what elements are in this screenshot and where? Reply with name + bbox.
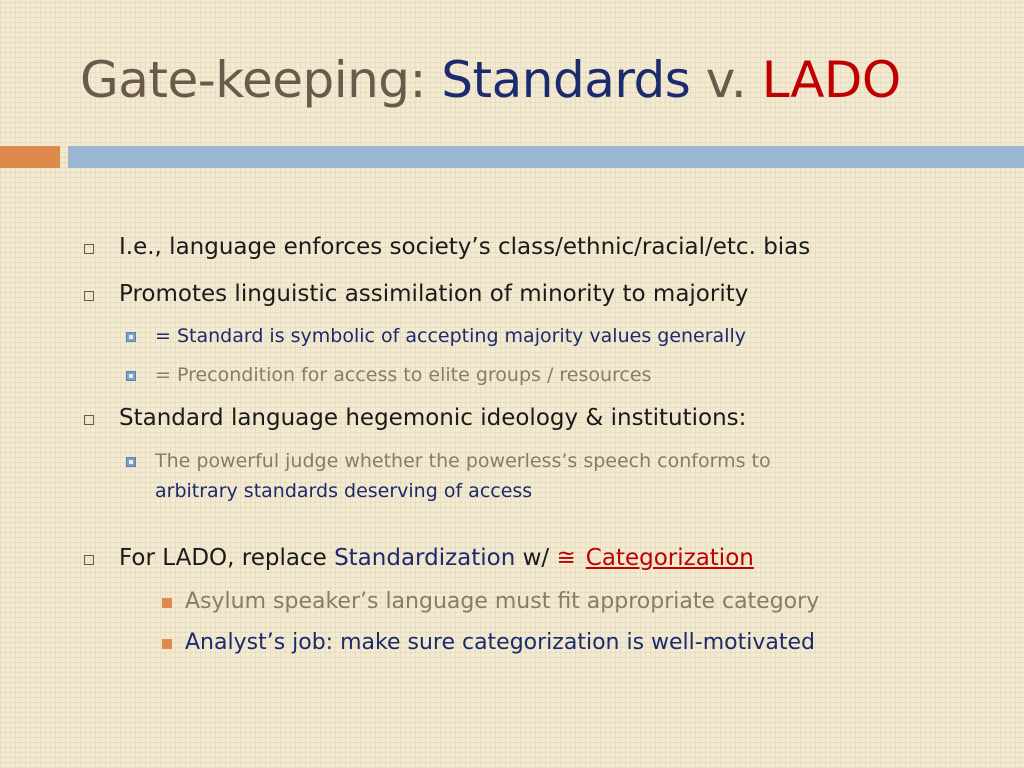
bullet-4-categorization: Categorization bbox=[585, 545, 754, 571]
title-part-standards: Standards bbox=[441, 51, 691, 109]
title-part-versus: v. bbox=[690, 51, 762, 109]
hollow-square-bullet-icon bbox=[84, 244, 94, 254]
bullet-3: Standard language hegemonic ideology & institutions: bbox=[119, 405, 747, 431]
hollow-square-bullet-icon bbox=[84, 291, 94, 301]
sub-bullet-3a-line2: arbitrary standards deserving of access bbox=[155, 480, 533, 502]
blue-square-bullet-icon bbox=[126, 371, 136, 381]
sub-bullet-2a: = Standard is symbolic of accepting majority values generally bbox=[155, 325, 746, 347]
bullet-1: I.e., language enforces society’s class/ethnic/racial/etc. bias bbox=[119, 234, 811, 260]
slide-title bbox=[80, 50, 1010, 110]
blue-square-bullet-icon bbox=[126, 332, 136, 342]
accent-bar-blue bbox=[68, 146, 1024, 168]
hollow-square-bullet-icon bbox=[84, 415, 94, 425]
bullet-2: Promotes linguistic assimilation of minority to majority bbox=[119, 281, 749, 307]
approx-equal-symbol: ≅ bbox=[556, 545, 576, 571]
bullet-4-part3: w/ bbox=[515, 545, 557, 571]
hollow-square-bullet-icon bbox=[84, 555, 94, 565]
sub-bullet-4a: Asylum speaker’s language must fit appropriate category bbox=[185, 589, 820, 614]
bullet-4-standardization: Standardization bbox=[334, 545, 516, 571]
orange-square-bullet-icon bbox=[162, 598, 172, 608]
sub-bullet-4b: Analyst’s job: make sure categorization is well-motivated bbox=[185, 630, 815, 655]
title-part-lado: LADO bbox=[761, 51, 901, 109]
blue-square-bullet-icon bbox=[126, 457, 136, 467]
accent-bar-orange bbox=[0, 146, 60, 168]
sub-bullet-2b: = Precondition for access to elite groups / resources bbox=[155, 364, 652, 386]
title-part-gatekeeping: Gate-keeping: bbox=[80, 51, 442, 109]
bullet-4 bbox=[119, 545, 754, 571]
orange-square-bullet-icon bbox=[162, 639, 172, 649]
sub-bullet-3a-line1: The powerful judge whether the powerless’s speech conforms to bbox=[155, 450, 771, 472]
bullet-4-part1: For LADO, replace bbox=[119, 545, 335, 571]
